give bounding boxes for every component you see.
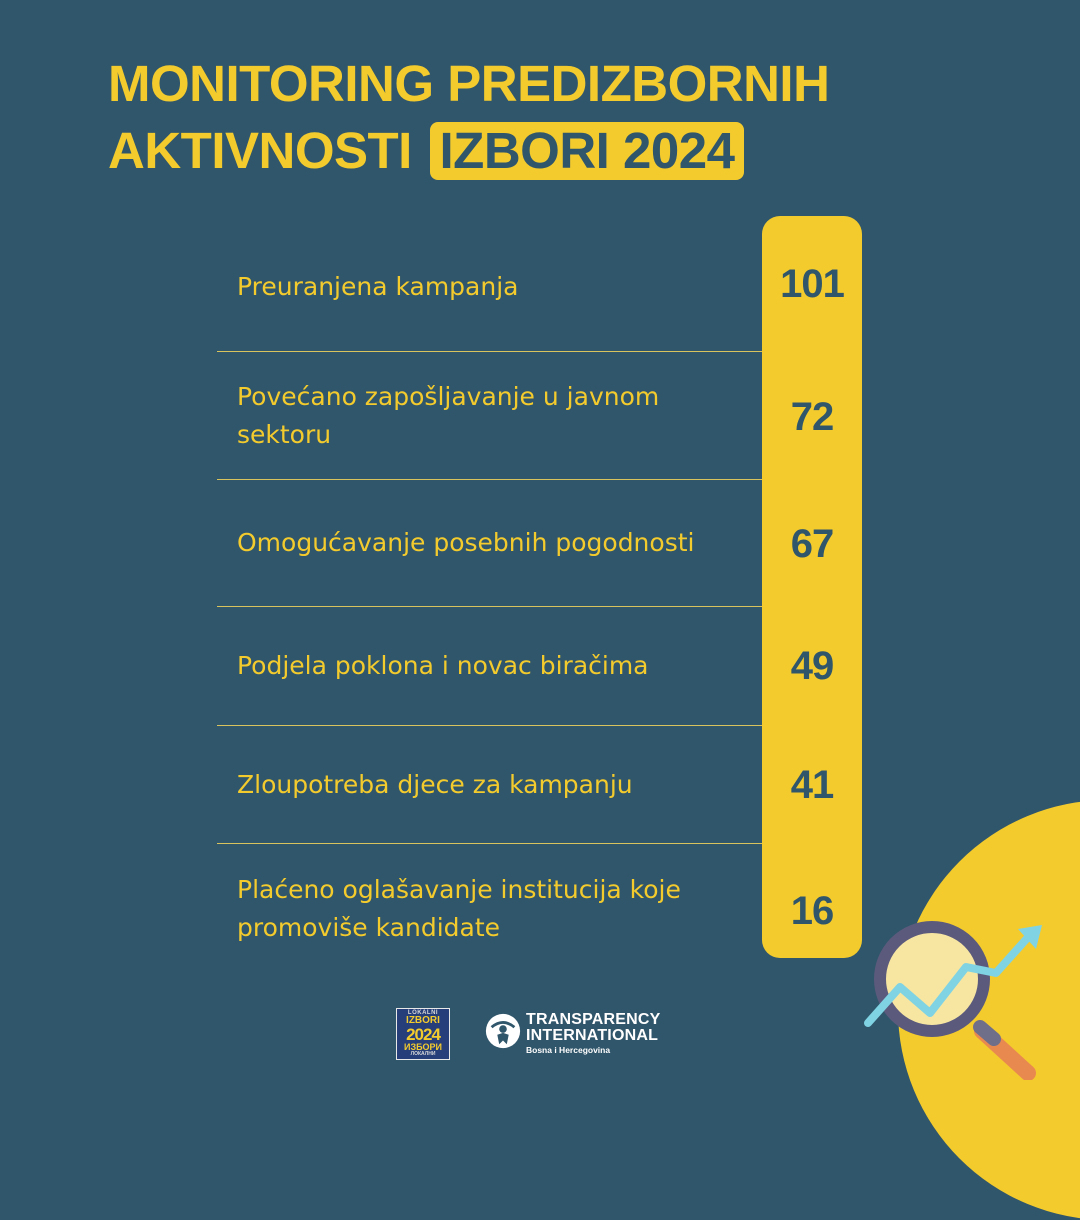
title-aktivnosti: AKTIVNOSTI bbox=[108, 122, 412, 179]
activity-label: Povećano zapošljavanje u javnom sektoru bbox=[237, 381, 660, 449]
list-item bbox=[217, 726, 762, 844]
transparency-subtitle: Bosna i Hercegovina bbox=[526, 1045, 611, 1055]
list-item bbox=[217, 222, 762, 352]
activity-count: 72 bbox=[790, 395, 834, 439]
title-line-2 bbox=[108, 117, 808, 184]
activity-label: Podjela poklona i novac biračima bbox=[237, 651, 649, 680]
activity-label: Zloupotreba djece za kampanju bbox=[237, 769, 633, 799]
transparency-globe-icon bbox=[484, 1012, 522, 1050]
activity-label: Omogućavanje posebnih pogodnosti bbox=[237, 528, 695, 557]
activity-count: 67 bbox=[790, 522, 834, 566]
activity-count: 101 bbox=[780, 262, 844, 306]
logo-izbori-line1: LOKALNI bbox=[407, 1010, 439, 1016]
logo-izbori-line2: IZBORI bbox=[406, 1015, 440, 1026]
transparency-text bbox=[526, 1012, 661, 1055]
page-title bbox=[108, 50, 830, 184]
lokalni-izbori-logo bbox=[396, 1008, 450, 1060]
activity-label: Plaćeno oglašavanje institucija koje promoviše kandidate bbox=[237, 875, 681, 942]
transparency-international-logo bbox=[484, 1010, 674, 1060]
logo-izbori-line5: ЛОКАЛНИ bbox=[410, 1051, 436, 1057]
list-item bbox=[217, 844, 762, 974]
activity-label: Preuranjena kampanja bbox=[237, 271, 519, 301]
transparency-line1: TRANSPARENCY bbox=[526, 1011, 661, 1028]
list-item bbox=[217, 607, 762, 726]
activity-list bbox=[217, 222, 762, 974]
activity-count: 49 bbox=[790, 644, 834, 688]
title-highlight-badge: IZBORI 2024 bbox=[430, 122, 745, 180]
logo-izbori-line4: ИЗБОРИ bbox=[403, 1042, 443, 1052]
list-item bbox=[217, 352, 762, 480]
magnifier-trend-icon bbox=[860, 915, 1060, 1080]
transparency-line2: INTERNATIONAL bbox=[526, 1027, 659, 1044]
logo-izbori-line3: 2024 bbox=[406, 1025, 440, 1044]
activity-count: 16 bbox=[790, 889, 834, 933]
activity-count: 41 bbox=[790, 763, 834, 807]
title-line-1: MONITORING PREDIZBORNIH bbox=[108, 55, 830, 112]
values-column-bar bbox=[762, 216, 862, 958]
list-item bbox=[217, 480, 762, 607]
